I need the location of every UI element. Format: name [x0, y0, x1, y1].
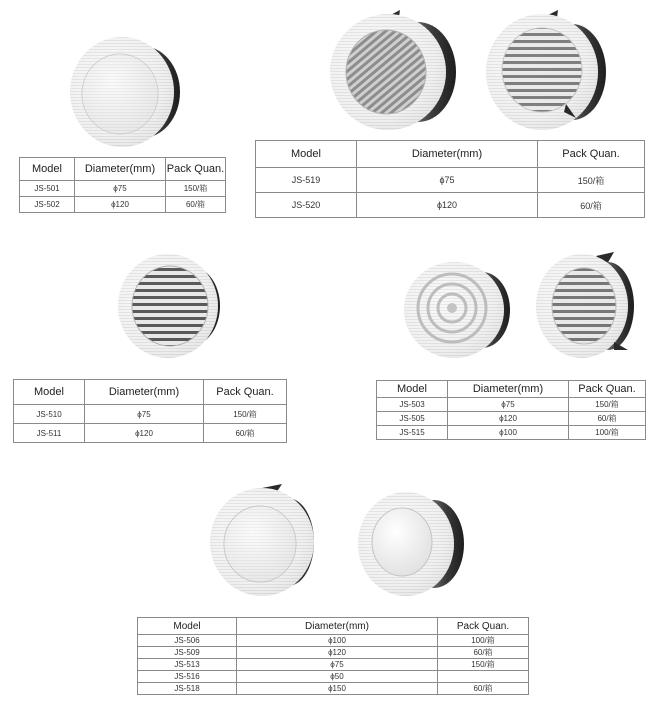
diameter-cell: ϕ100 — [448, 426, 569, 440]
diameter-cell: ϕ75 — [237, 659, 438, 671]
pack-cell: 60/箱 — [438, 647, 529, 659]
header-pack: Pack Quan. — [166, 158, 226, 181]
table-row — [14, 405, 287, 424]
diameter-cell: ϕ120 — [85, 424, 204, 443]
vent-image-7 — [204, 480, 324, 600]
vent-image-2 — [320, 6, 460, 134]
vent-image-4 — [108, 250, 228, 360]
table-row — [138, 647, 529, 659]
table-row — [20, 197, 226, 213]
pack-cell: 150/箱 — [166, 181, 226, 197]
model-cell: JS-509 — [138, 647, 237, 659]
model-cell: JS-511 — [14, 424, 85, 443]
pack-cell: 60/箱 — [569, 412, 646, 426]
pack-cell: 60/箱 — [166, 197, 226, 213]
model-cell: JS-502 — [20, 197, 75, 213]
header-diameter: Diameter(mm) — [448, 381, 569, 398]
vent-image-1 — [60, 20, 190, 150]
spec-table-5 — [137, 617, 529, 695]
header-diameter: Diameter(mm) — [237, 618, 438, 635]
table-row — [138, 659, 529, 671]
model-cell: JS-501 — [20, 181, 75, 197]
diameter-cell: ϕ75 — [75, 181, 166, 197]
header-model: Model — [256, 141, 357, 168]
diameter-cell: ϕ120 — [357, 193, 538, 218]
pack-cell — [438, 671, 529, 683]
header-pack: Pack Quan. — [569, 381, 646, 398]
vent-image-5 — [396, 260, 516, 360]
pack-cell: 150/箱 — [438, 659, 529, 671]
header-diameter: Diameter(mm) — [357, 141, 538, 168]
pack-cell: 150/箱 — [204, 405, 287, 424]
model-cell: JS-518 — [138, 683, 237, 695]
table-row — [138, 671, 529, 683]
pack-cell: 150/箱 — [538, 168, 645, 193]
table-row — [256, 168, 645, 193]
header-diameter: Diameter(mm) — [85, 380, 204, 405]
model-cell: JS-505 — [377, 412, 448, 426]
model-cell: JS-503 — [377, 398, 448, 412]
header-diameter: Diameter(mm) — [75, 158, 166, 181]
diameter-cell: ϕ75 — [85, 405, 204, 424]
diameter-cell: ϕ75 — [448, 398, 569, 412]
header-model: Model — [14, 380, 85, 405]
pack-cell: 60/箱 — [538, 193, 645, 218]
header-model: Model — [377, 381, 448, 398]
model-cell: JS-506 — [138, 635, 237, 647]
spec-table-1 — [19, 157, 226, 213]
diameter-cell: ϕ100 — [237, 635, 438, 647]
header-pack: Pack Quan. — [204, 380, 287, 405]
pack-cell: 100/箱 — [438, 635, 529, 647]
model-cell: JS-513 — [138, 659, 237, 671]
table-row — [377, 398, 646, 412]
header-pack: Pack Quan. — [538, 141, 645, 168]
vent-image-3 — [476, 8, 616, 132]
table-row — [256, 193, 645, 218]
diameter-cell: ϕ50 — [237, 671, 438, 683]
diameter-cell: ϕ75 — [357, 168, 538, 193]
table-row — [377, 412, 646, 426]
spec-table-4 — [376, 380, 646, 440]
table-row — [20, 181, 226, 197]
model-cell: JS-515 — [377, 426, 448, 440]
table-row — [377, 426, 646, 440]
model-cell: JS-516 — [138, 671, 237, 683]
model-cell: JS-520 — [256, 193, 357, 218]
vent-image-8 — [350, 488, 470, 600]
header-model: Model — [20, 158, 75, 181]
diameter-cell: ϕ120 — [75, 197, 166, 213]
diameter-cell: ϕ120 — [237, 647, 438, 659]
pack-cell: 100/箱 — [569, 426, 646, 440]
table-row — [138, 683, 529, 695]
spec-table-2 — [255, 140, 645, 218]
spec-table-3 — [13, 379, 287, 443]
pack-cell: 60/箱 — [204, 424, 287, 443]
vent-image-6 — [530, 250, 640, 362]
diameter-cell: ϕ120 — [448, 412, 569, 426]
pack-cell: 150/箱 — [569, 398, 646, 412]
table-row — [14, 424, 287, 443]
header-pack: Pack Quan. — [438, 618, 529, 635]
pack-cell: 60/箱 — [438, 683, 529, 695]
diameter-cell: ϕ150 — [237, 683, 438, 695]
model-cell: JS-519 — [256, 168, 357, 193]
model-cell: JS-510 — [14, 405, 85, 424]
table-row — [138, 635, 529, 647]
header-model: Model — [138, 618, 237, 635]
